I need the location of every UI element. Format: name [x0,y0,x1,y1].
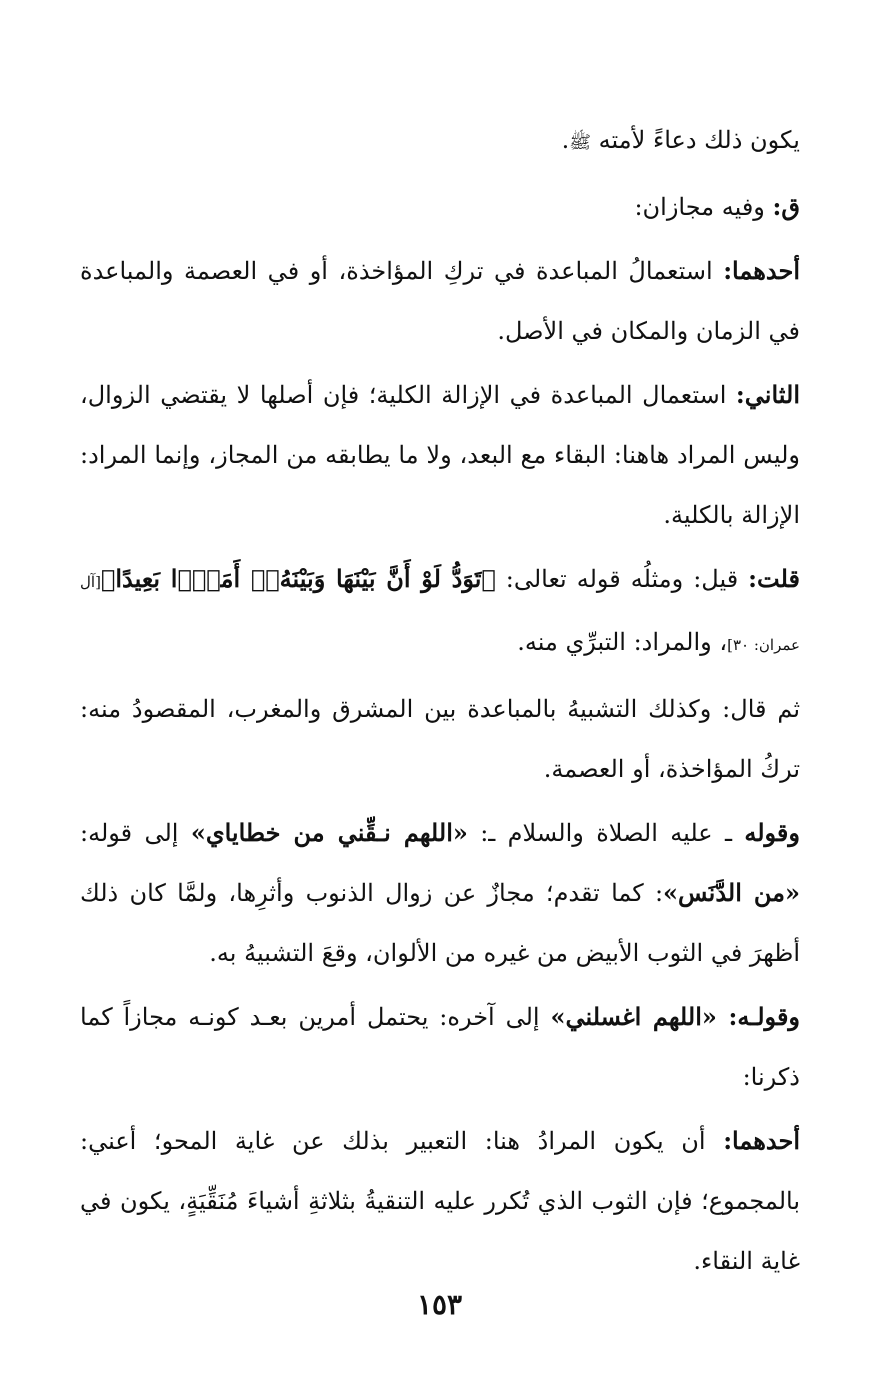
paragraph-text-after: ، والمراد: التبرِّي منه. [517,628,728,656]
paragraph-7 [80,803,800,983]
quran-verse: ﴿تَوَدُّ لَوْ أَنَّ بَيْنَهَا وَبَيْنَهُۥٓ أَمَدًۢا بَعِيدًا﴾ [100,564,496,593]
paragraph-text-a: ـ عليه الصلاة والسلام ـ: [467,819,745,847]
paragraph-text: يكون ذلك دعاءً لأمته [591,126,800,154]
paragraph-9 [80,1111,800,1291]
paragraph-lead: أحدهما: [723,256,800,285]
paragraph-2 [80,177,800,237]
paragraph-5 [80,549,800,675]
paragraph-text: وفيه مجازان: [634,193,773,221]
paragraph-text-c: : كما تقدم؛ مجازٌ عن زوال الذنوب وأثرِها، ولمَّا كان ذلك أظهرَ في الثوب الأبيض من غيره من الألوان، وقعَ التشبيهُ به. [80,879,800,967]
paragraph-lead: قلت: [748,564,800,593]
paragraph-text: استعمال المباعدة في الإزالة الكلية؛ فإن أصلها لا يقتضي الزوال، وليس المراد هاهنا: البقاء مع البعد، ولا ما يطابقه من المجاز، وإنما المراد: الإزالة بالكلية. [80,381,800,529]
paragraph-lead: أحدهما: [723,1126,800,1155]
hadith-quote-a: «اللهم نـقِّني من خطاياي» [190,818,468,847]
hadith-quote: «اللهم اغسلني» [550,1002,729,1031]
paragraph-1 [80,110,800,173]
hadith-quote-b: «من الدَّنَس» [663,878,801,907]
paragraph-text: إلى آخره: يحتمل أمرين بعـد كونـه مجازاً كما ذكرنا: [80,1003,800,1091]
honorific-symbol: ﷺ [569,132,592,153]
verse-reference: [آل عمران: ٣٠] [80,573,800,654]
paragraph-lead: ق: [772,192,800,221]
paragraph-8 [80,987,800,1107]
paragraph-lead: الثاني: [735,380,800,409]
paragraph-text: قيل: ومثلُه قوله تعالى: [495,565,749,593]
paragraph-3 [80,241,800,361]
paragraph-end: . [561,126,570,154]
paragraph-6 [80,679,800,799]
paragraph-4 [80,365,800,545]
paragraph-text: ثم قال: وكذلك التشبيهُ بالمباعدة بين المشرق والمغرب، المقصودُ منه: تركُ المؤاخذة، أو العصمة. [80,695,800,783]
page-body [80,110,800,1295]
paragraph-text-b: إلى قوله: [80,819,191,847]
paragraph-text: أن يكون المرادُ هنا: التعبير بذلك عن غاية المحو؛ أعني: بالمجموع؛ فإن الثوب الذي تُكرر عليه التنقيةُ بثلاثةِ أشياءَ مُنَقِّيَةٍ، يكون في غاية النقاء. [80,1127,800,1275]
paragraph-lead: وقولـه: [728,1002,801,1031]
paragraph-text: استعمالُ المباعدة في تركِ المؤاخذة، أو في العصمة والمباعدة في الزمان والمكان في الأصل. [80,257,800,345]
paragraph-lead: وقوله [744,818,800,847]
page-number: ١٥٣ [416,1288,463,1321]
